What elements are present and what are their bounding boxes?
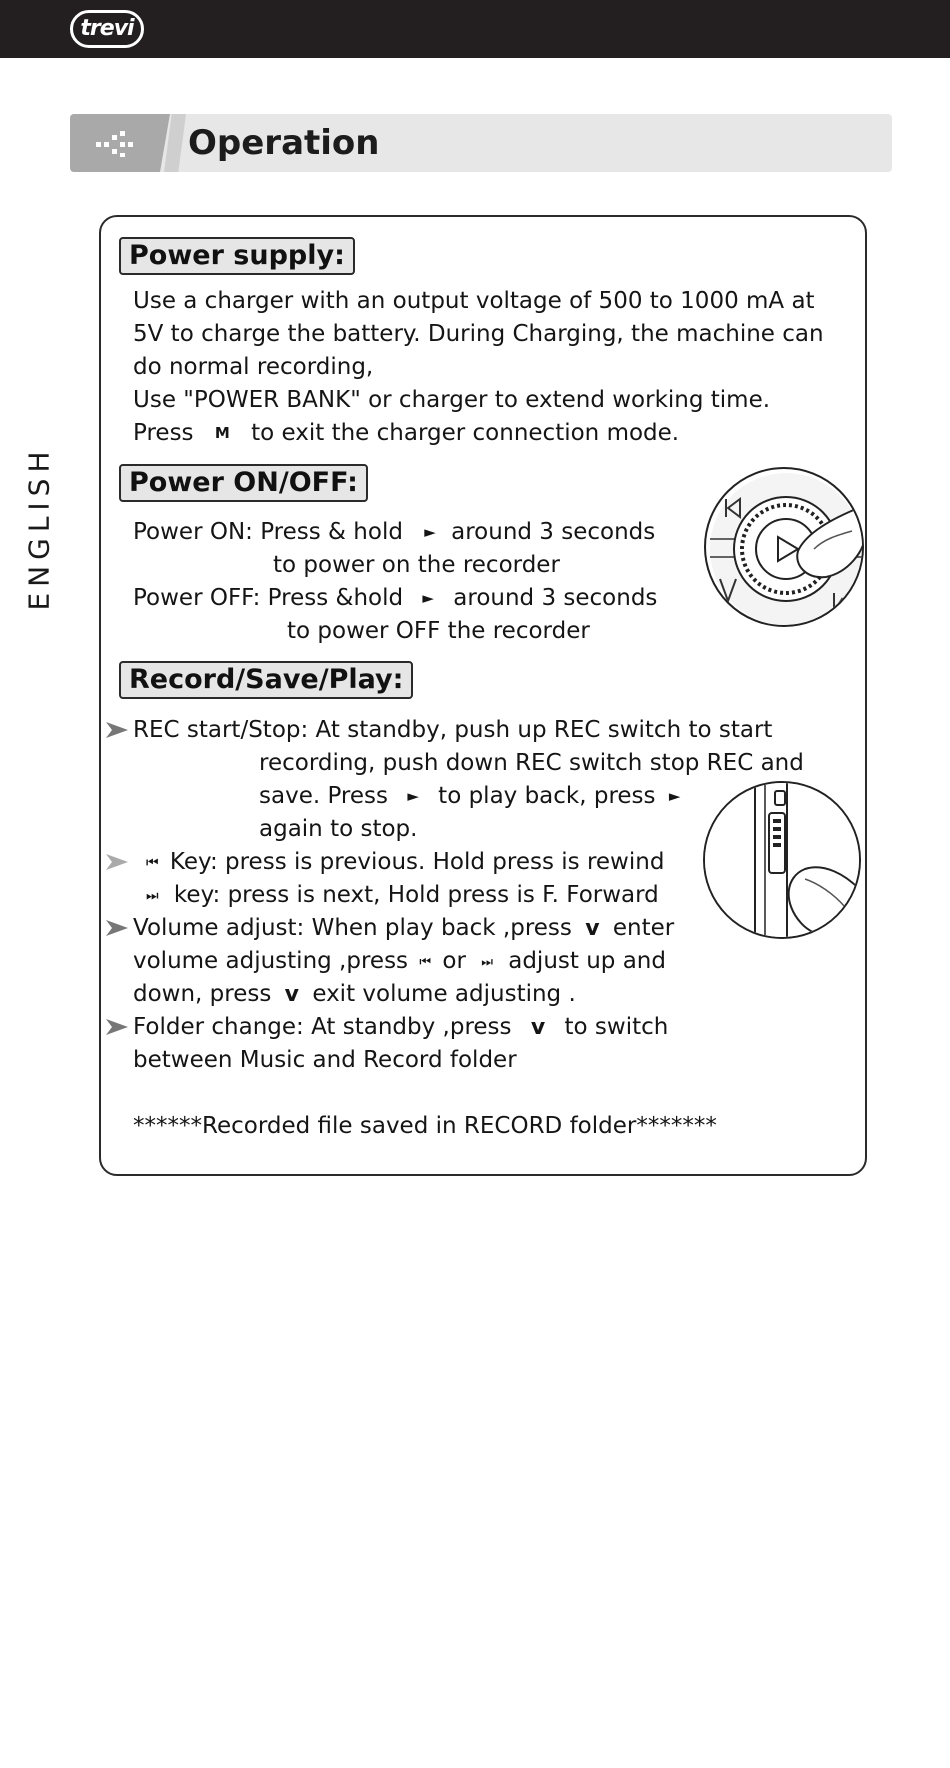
volume-line-3 (133, 978, 576, 1011)
power-on-line (133, 516, 655, 549)
device-side-drawing (705, 783, 861, 939)
folder-line-2: between Music and Record folder (133, 1047, 517, 1073)
v-key-glyph: v (585, 916, 600, 941)
language-label-text: ENGLISH (22, 445, 56, 611)
arrow-dots-icon (96, 131, 136, 157)
rec-playback-text: to play back, press (438, 783, 656, 809)
v-key-glyph: v (530, 1015, 546, 1040)
previous-icon: ⏮ (419, 955, 432, 970)
rec-switch-illustration (703, 781, 861, 939)
section-header (70, 114, 892, 172)
power-on-duration: around 3 seconds (451, 519, 656, 545)
rec-save-press: save. Press (259, 783, 388, 809)
play-icon: ► (668, 787, 681, 805)
power-on-line-2: to power on the recorder (273, 552, 560, 578)
previous-icon: ⏮ (146, 855, 159, 871)
exit-charger-text: to exit the charger connection mode. (251, 420, 680, 446)
bullet-arrow-icon (106, 920, 128, 936)
next-icon: ⏭ (481, 955, 493, 970)
power-off-line (133, 582, 657, 615)
or-text: or (442, 948, 466, 974)
brand-logo: trevi (70, 10, 144, 48)
power-off-label: Power OFF: Press &hold (133, 585, 404, 611)
bullet-arrow-icon (106, 854, 128, 870)
device-dial-drawing (706, 469, 864, 627)
down-press-text: down, press (133, 981, 272, 1007)
power-supply-line-1: Use a charger with an output voltage of 500 to 1000 mA at (133, 288, 815, 314)
exit-volume-text: exit volume adjusting . (312, 981, 576, 1007)
top-bar (0, 0, 950, 58)
next-key-line (146, 879, 659, 913)
rec-line-4: again to stop. (259, 816, 418, 842)
play-icon: ► (407, 787, 419, 805)
next-icon: ⏭ (146, 888, 159, 904)
power-off-line-2: to power OFF the recorder (287, 618, 590, 644)
saved-file-note: ******Recorded file saved in RECORD folder******* (133, 1113, 717, 1139)
power-off-duration: around 3 seconds (453, 585, 658, 611)
m-key-glyph: M (214, 424, 230, 442)
language-side-label (14, 420, 64, 635)
power-button-illustration (704, 467, 864, 627)
volume-line-1 (133, 912, 674, 945)
v-key-glyph: v (284, 982, 300, 1007)
power-supply-line-4: Use "POWER BANK" or charger to extend working time. (133, 387, 771, 413)
power-onoff-heading: Power ON/OFF: (119, 464, 368, 502)
folder-change-text: Folder change: At standby ,press (133, 1014, 512, 1040)
folder-line-1 (133, 1011, 668, 1044)
volume-adjust-text: Volume adjust: When play back ,press (133, 915, 572, 941)
bullet-arrow-icon (106, 722, 128, 738)
rec-line-2: recording, push down REC switch stop REC and (259, 750, 804, 776)
prev-key-line (146, 846, 664, 880)
section-title: Operation (188, 123, 380, 163)
power-supply-line-2: 5V to charge the battery. During Charging, the machine can (133, 321, 824, 347)
power-on-label: Power ON: Press & hold (133, 519, 403, 545)
adjust-up-text: adjust up and (508, 948, 666, 974)
volume-adjusting-text: volume adjusting ,press (133, 948, 409, 974)
power-supply-line-5 (133, 417, 679, 450)
press-word: Press (133, 420, 194, 446)
to-switch-text: to switch (564, 1014, 669, 1040)
rec-line-1: REC start/Stop: At standby, push up REC switch to start (133, 717, 773, 743)
prev-key-text: Key: press is previous. Hold press is rewind (169, 849, 665, 875)
volume-enter-text: enter (612, 915, 675, 941)
power-supply-line-3: do normal recording, (133, 354, 374, 380)
volume-line-2 (133, 945, 666, 979)
next-key-text: key: press is next, Hold press is F. Forward (173, 882, 659, 908)
play-icon: ► (424, 523, 436, 541)
power-supply-heading: Power supply: (119, 237, 355, 275)
play-icon: ► (422, 589, 434, 607)
rec-line-3 (259, 780, 686, 813)
record-heading: Record/Save/Play: (119, 661, 413, 699)
bullet-arrow-icon (106, 1019, 128, 1035)
